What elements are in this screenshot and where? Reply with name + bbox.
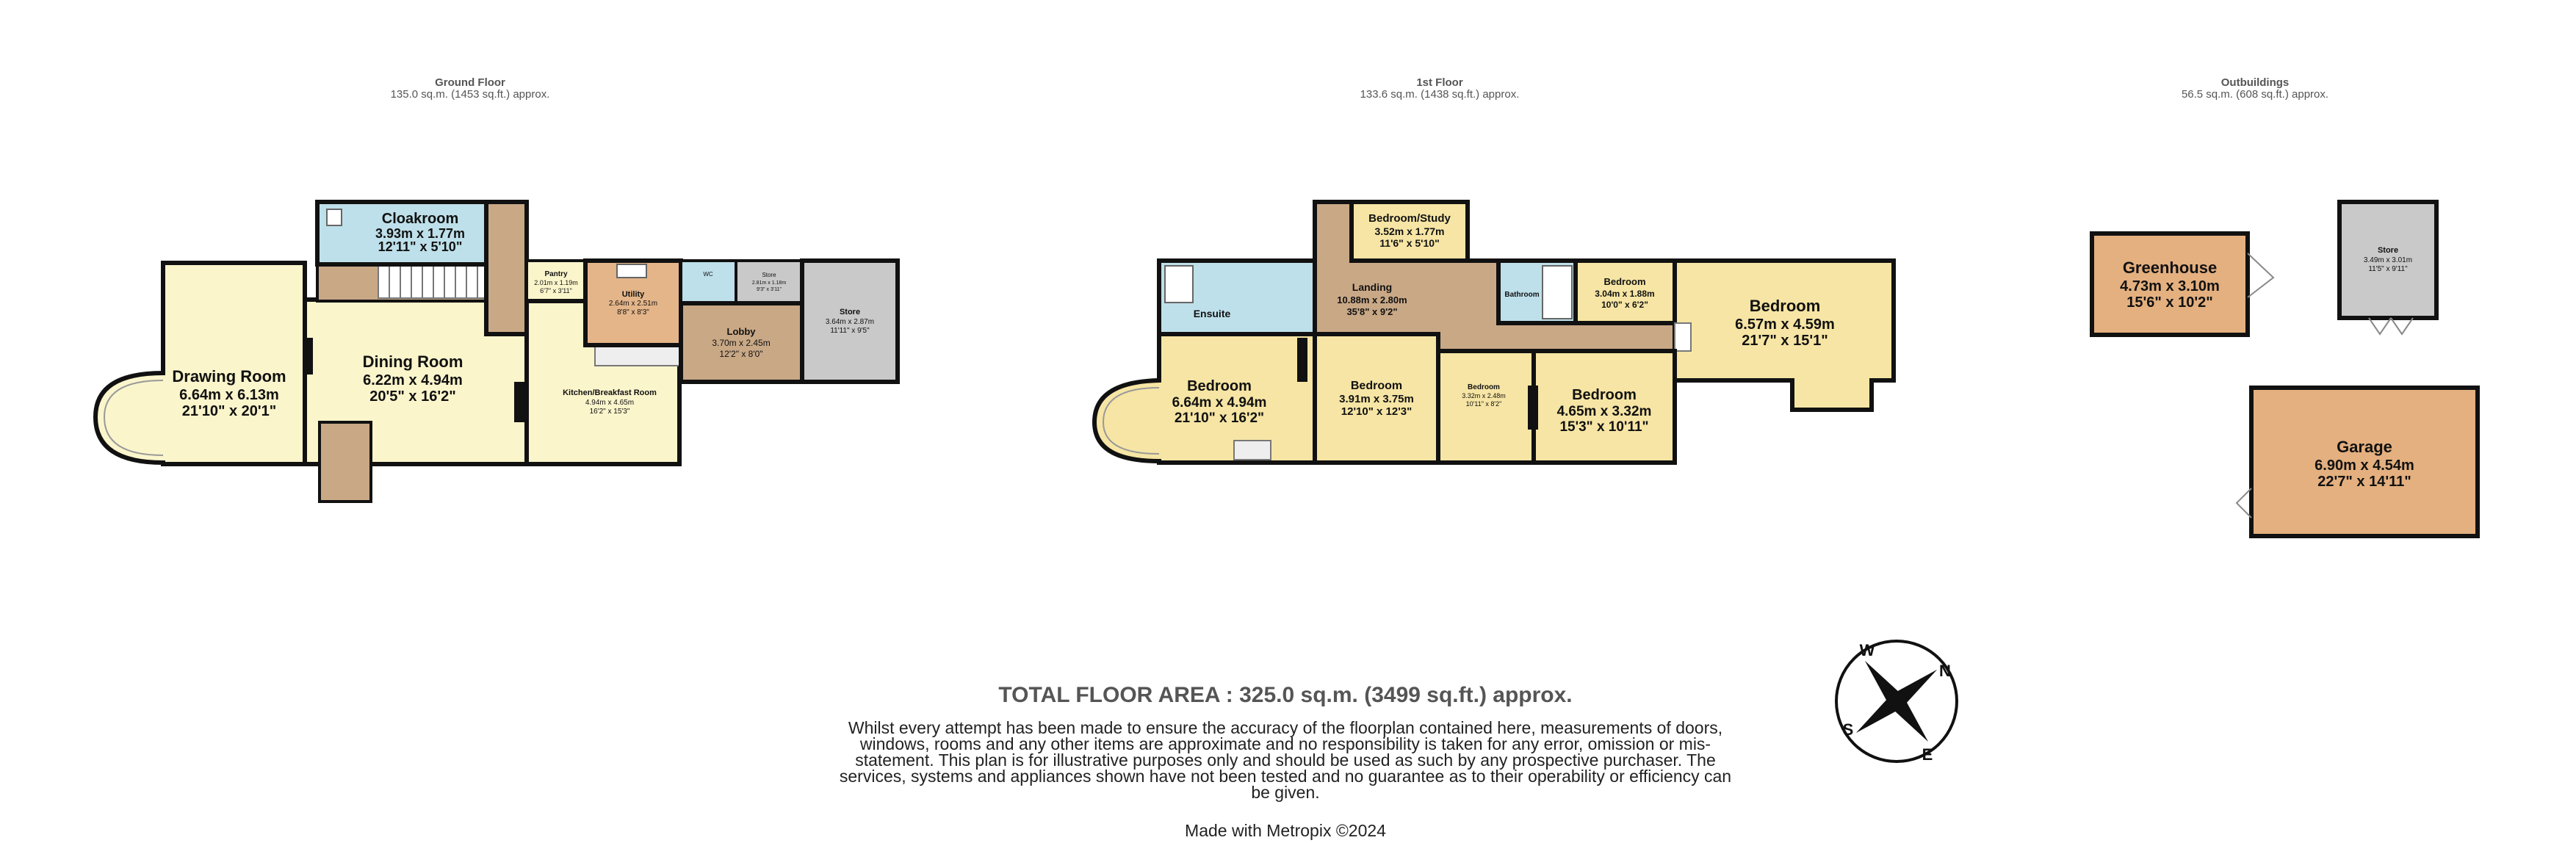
outbuildings-plan	[2092, 202, 2478, 536]
room-name: Store	[2377, 246, 2399, 255]
room-imperial: 10'11" x 8'2"	[1465, 400, 1502, 408]
outbuildings-area: 56.5 sq.m. (608 sq.ft.) approx.	[2181, 88, 2329, 101]
ground-floor-title: Ground Floor	[435, 76, 505, 89]
first-floor-area: 133.6 sq.m. (1438 sq.ft.) approx.	[1360, 88, 1520, 101]
drawing-room-area	[95, 263, 305, 464]
ground-floor-plan	[95, 202, 898, 502]
outbuildings-title: Outbuildings	[2220, 76, 2290, 89]
room-name: Lobby	[726, 326, 756, 337]
compass-star	[1825, 629, 1969, 774]
room-imperial: 21'7" x 15'1"	[1742, 333, 1828, 349]
utility-sink	[617, 264, 646, 278]
fireplace	[303, 338, 313, 375]
room-metric: 6.90m x 4.54m	[2315, 457, 2414, 474]
room-imperial: 16'2" x 15'3"	[589, 408, 630, 416]
room-imperial: 12'11" x 5'10"	[378, 239, 463, 254]
room-metric: 6.64m x 4.94m	[1172, 395, 1267, 410]
compass-e: E	[1922, 745, 1933, 764]
room-imperial: 21'10" x 16'2"	[1174, 410, 1265, 426]
room-metric: 2.81m x 1.18m	[751, 281, 787, 286]
room-name: Ensuite	[1193, 308, 1231, 319]
room-name: Store	[839, 308, 861, 316]
room-metric: 3.64m x 2.87m	[825, 318, 875, 326]
room-metric: 2.01m x 1.19m	[534, 279, 578, 286]
room-metric: 3.52m x 1.77m	[1374, 225, 1445, 237]
room-name: Bedroom	[1749, 297, 1821, 315]
room-metric: 3.93m x 1.77m	[375, 226, 466, 241]
chimney	[1297, 338, 1307, 382]
room-name: Bathroom	[1504, 291, 1540, 299]
room-imperial: 12'2" x 8'0"	[719, 349, 763, 359]
room-metric: 3.70m x 2.45m	[712, 338, 771, 348]
fireplace	[514, 382, 524, 422]
room-metric: 6.22m x 4.94m	[363, 372, 463, 388]
room-metric: 3.32m x 2.48m	[1462, 392, 1506, 399]
room-imperial: 15'3" x 10'11"	[1559, 419, 1649, 435]
room-imperial: 11'11" x 9'5"	[830, 327, 870, 335]
store-door-swing	[2369, 318, 2413, 334]
first-floor-title: 1st Floor	[1416, 76, 1463, 89]
room-name: Landing	[1352, 281, 1393, 293]
room-imperial: 11'6" x 5'10"	[1379, 237, 1440, 249]
room-metric: 4.65m x 3.32m	[1556, 404, 1652, 419]
compass-n: N	[1939, 662, 1951, 680]
room-name: Pantry	[544, 270, 568, 278]
room-metric: 4.73m x 3.10m	[2120, 278, 2220, 294]
room-metric: 6.64m x 6.13m	[179, 387, 279, 403]
room-name: Kitchen/Breakfast Room	[563, 388, 657, 397]
room-name: Greenhouse	[2122, 258, 2218, 277]
room-name: Bedroom	[1350, 380, 1403, 392]
room-name: Dining Room	[362, 352, 463, 371]
room-metric: 3.04m x 1.88m	[1595, 289, 1655, 299]
room-imperial: 35'8" x 9'2"	[1346, 306, 1398, 317]
room-metric: 3.91m x 3.75m	[1339, 393, 1414, 405]
compass-s: S	[1842, 720, 1854, 739]
landing-stairs	[1675, 323, 1691, 351]
wc-area	[681, 261, 736, 303]
room-imperial: 6'7" x 3'11"	[540, 287, 572, 294]
room-name: Bedroom	[1468, 383, 1500, 391]
room-name: Garage	[2337, 438, 2392, 456]
room-name: WC	[703, 271, 713, 278]
room-metric: 10.88m x 2.80m	[1337, 294, 1407, 305]
room-imperial: 9'3" x 3'11"	[757, 287, 782, 292]
room-imperial: 11'5" x 9'11"	[2368, 265, 2408, 273]
bath-tub	[1543, 266, 1572, 319]
entrance-porch	[320, 422, 371, 502]
room-imperial: 22'7" x 14'11"	[2317, 474, 2411, 490]
room-metric: 6.57m x 4.59m	[1735, 316, 1835, 333]
room-metric: 2.64m x 2.51m	[608, 300, 658, 308]
room-name: Bedroom	[1572, 387, 1637, 403]
room-name: Bedroom/Study	[1368, 212, 1451, 225]
room-name: Utility	[621, 290, 645, 299]
room-imperial: 15'6" x 10'2"	[2126, 294, 2213, 311]
shower-tray	[1165, 266, 1193, 303]
room-metric: 3.49m x 3.01m	[2363, 256, 2413, 264]
kitchen-counter	[595, 345, 679, 366]
room-metric: 4.94m x 4.65m	[585, 399, 635, 407]
room-name: Drawing Room	[172, 367, 286, 386]
greenhouse-door-swing	[2248, 253, 2273, 297]
chimney	[1528, 386, 1538, 430]
room-imperial: 10'0" x 6'2"	[1601, 300, 1648, 310]
compass-w: W	[1859, 641, 1875, 659]
room-name: Cloakroom	[381, 211, 459, 227]
hall-corridor	[486, 202, 527, 334]
room-name: Bedroom	[1603, 276, 1646, 287]
compass	[1825, 629, 1969, 774]
disclaimer-text: Whilst every attempt has been made to ensure the accuracy of the floorplan contained here, measurements of doors, windows, rooms and any other items are approximate and no responsibility is taken for any error, omission or mis-statement. This plan is for illustrative purposes only and should be used as such by any prospective purchaser. The services, systems and appliances shown have not been tested and no guarantee as to their operability or efficiency can be given.	[839, 718, 1732, 802]
total-floor-area: TOTAL FLOOR AREA : 325.0 sq.m. (3499 sq.ft.) approx.	[998, 683, 1573, 707]
first-floor-plan	[1094, 202, 1894, 463]
room-imperial: 8'8" x 8'3"	[617, 308, 649, 316]
wardrobe	[1234, 441, 1271, 460]
room-imperial: 20'5" x 16'2"	[369, 388, 456, 405]
ground-floor-area: 135.0 sq.m. (1453 sq.ft.) approx.	[390, 88, 550, 101]
room-imperial: 12'10" x 12'3"	[1341, 405, 1413, 418]
room-name: Bedroom	[1187, 378, 1252, 394]
cloakroom-wc-fixture	[327, 209, 342, 225]
room-name: Store	[762, 272, 776, 278]
room-imperial: 21'10" x 20'1"	[181, 403, 277, 419]
credit-text: Made with Metropix ©2024	[1185, 821, 1386, 840]
